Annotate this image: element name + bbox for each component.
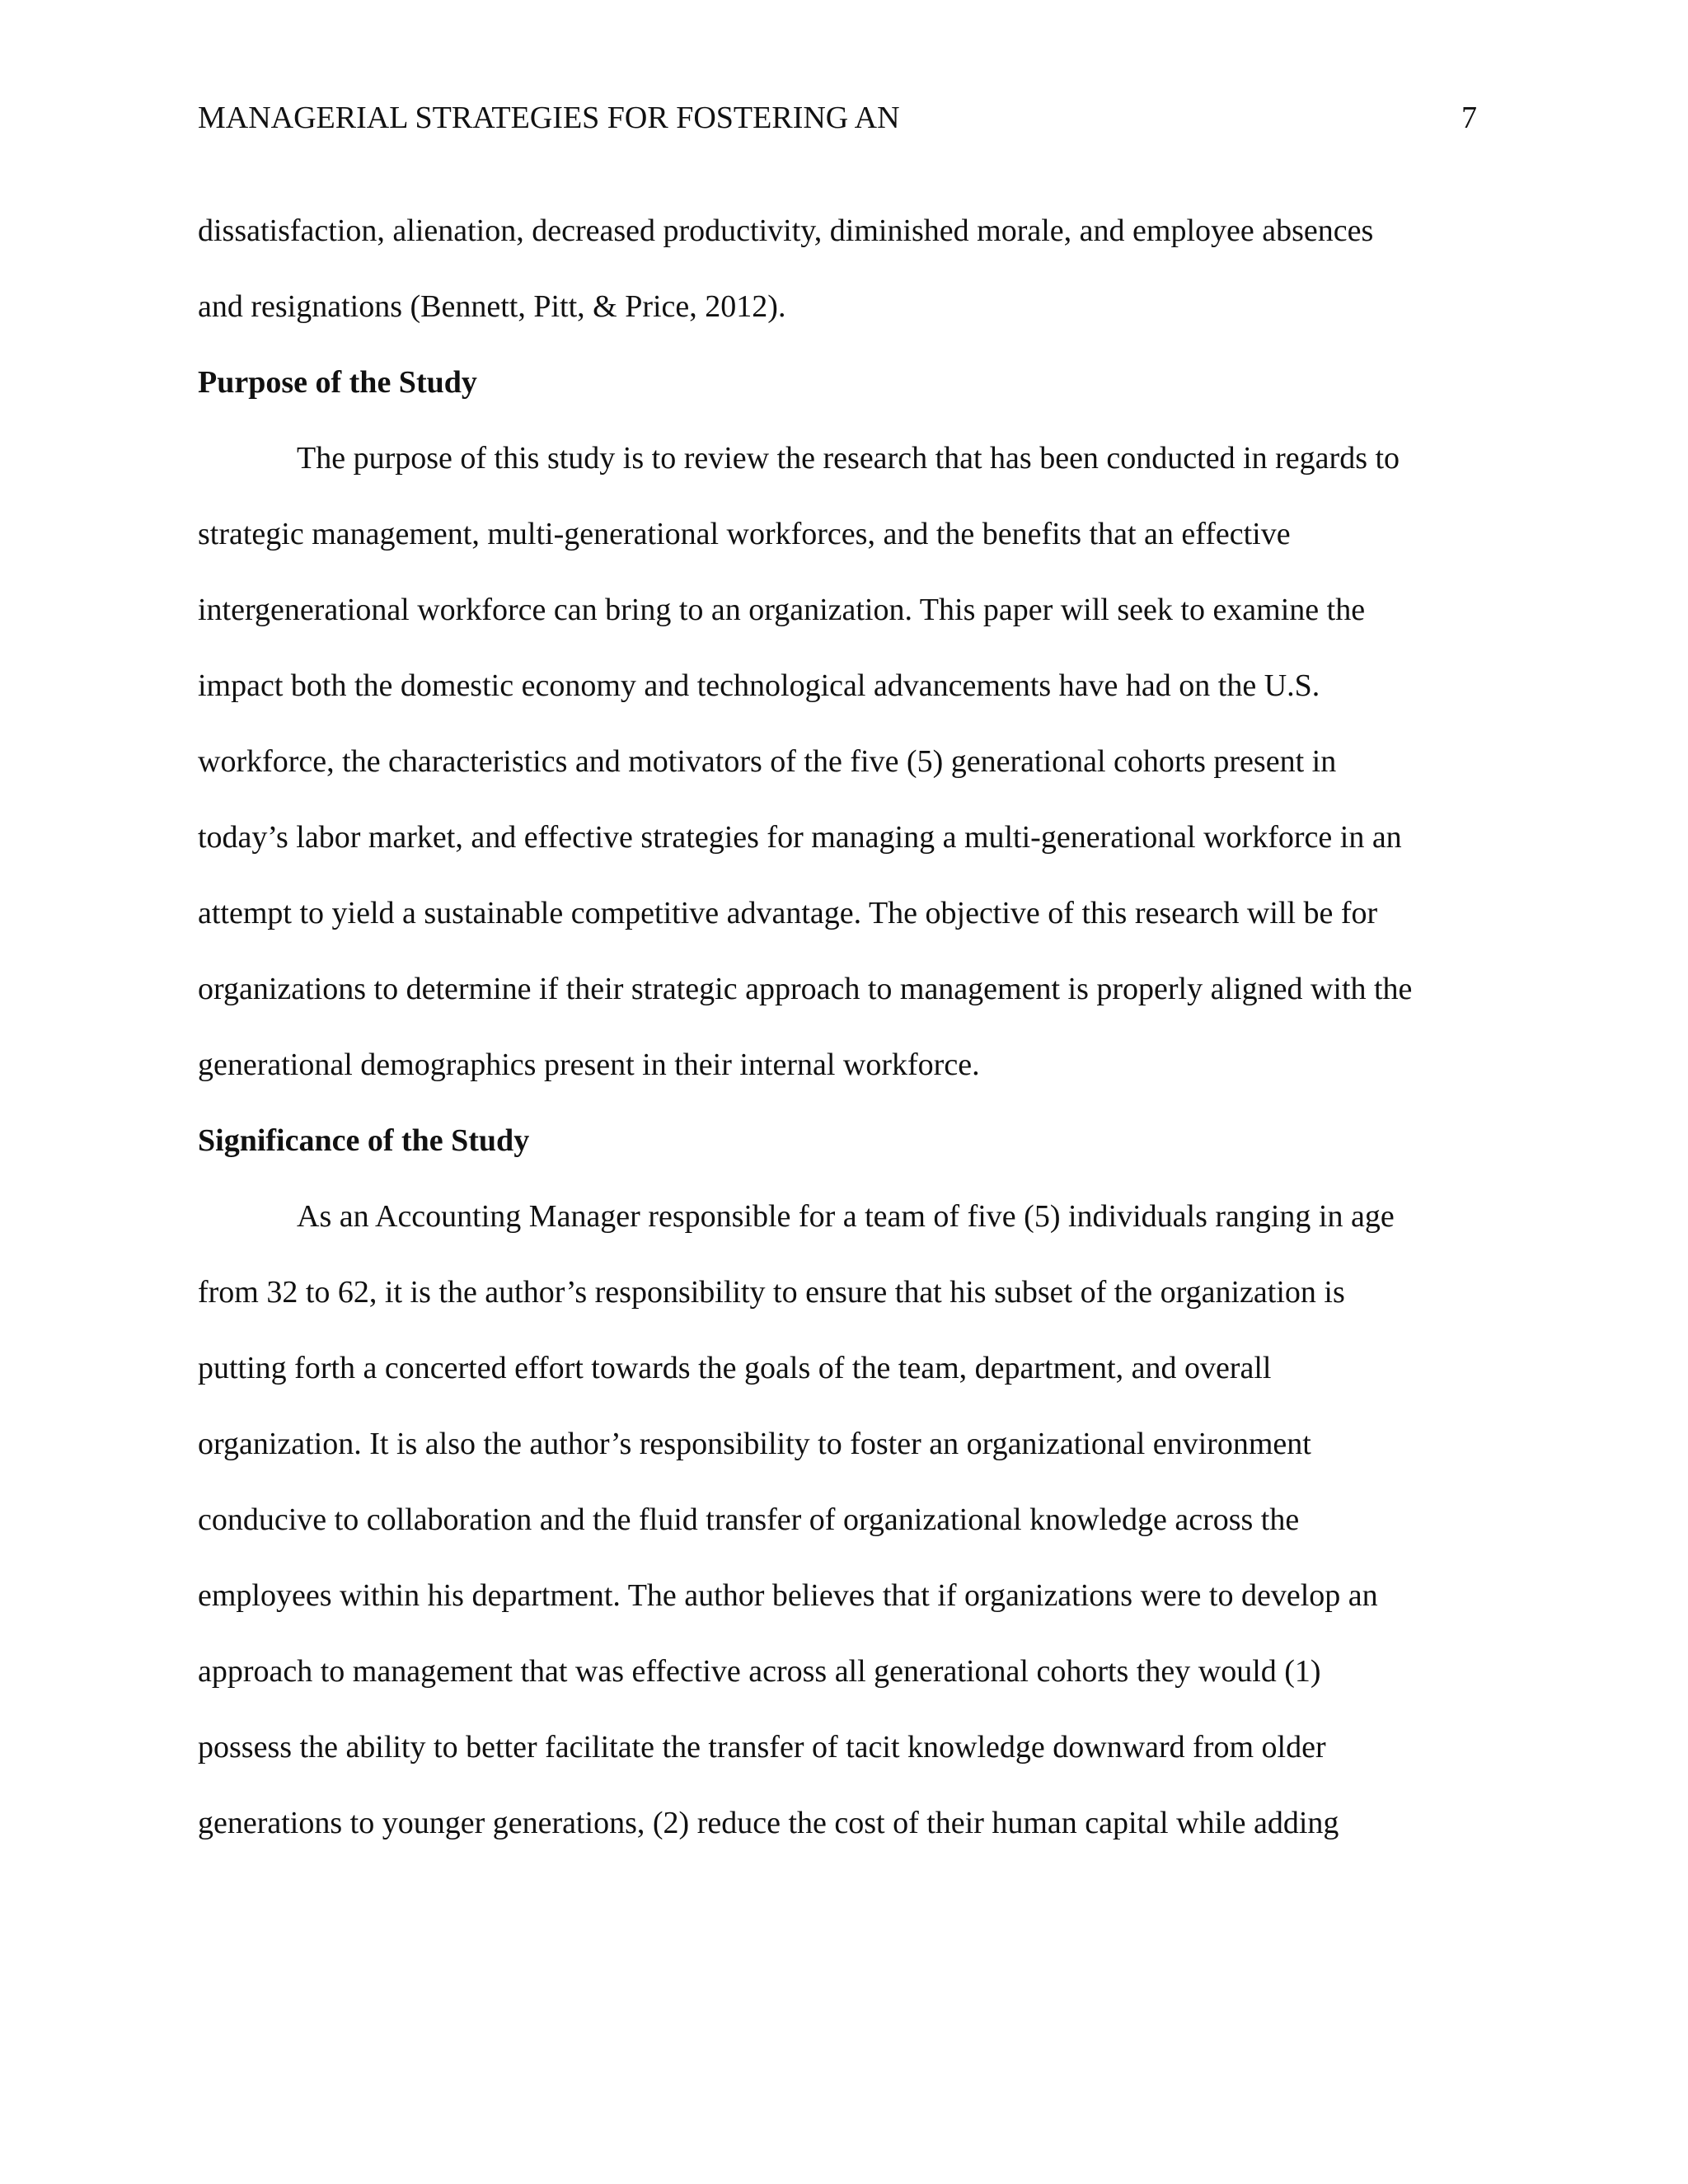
paragraph-line: and resignations (Bennett, Pitt, & Price, 2012). (198, 289, 786, 324)
paragraph-line: workforce, the characteristics and motivators of the five (5) generational cohorts present in (198, 744, 1337, 779)
paragraph-line: today’s labor market, and effective strategies for managing a multi-generational workforce in an (198, 820, 1402, 855)
paragraph-line: organizations to determine if their strategic approach to management is properly aligned with the (198, 972, 1413, 1006)
running-head (198, 97, 1477, 138)
paragraph-line: dissatisfaction, alienation, decreased productivity, diminished morale, and employee absences (198, 213, 1374, 248)
section-heading-purpose: Purpose of the Study (198, 365, 477, 400)
paragraph-line: generations to younger generations, (2) reduce the cost of their human capital while adding (198, 1806, 1339, 1840)
running-head-title: MANAGERIAL STRATEGIES FOR FOSTERING AN (198, 101, 900, 135)
paragraph-line: approach to management that was effective across all generational cohorts they would (1) (198, 1654, 1321, 1689)
paragraph-line: impact both the domestic economy and technological advancements have had on the U.S. (198, 668, 1320, 703)
paragraph-line: generational demographics present in their internal workforce. (198, 1047, 980, 1082)
paragraph-line: intergenerational workforce can bring to an organization. This paper will seek to examine the (198, 593, 1366, 627)
paragraph-line: organization. It is also the author’s responsibility to foster an organizational environment (198, 1427, 1311, 1461)
body-text (198, 193, 1493, 1861)
paragraph-line: possess the ability to better facilitate the transfer of tacit knowledge downward from older (198, 1730, 1326, 1765)
paragraph-line: The purpose of this study is to review the research that has been conducted in regards to (297, 441, 1400, 476)
section-heading-significance: Significance of the Study (198, 1123, 530, 1158)
paragraph-line: As an Accounting Manager responsible for a team of five (5) individuals ranging in age (297, 1199, 1395, 1234)
paragraph-line: conducive to collaboration and the fluid transfer of organizational knowledge across the (198, 1502, 1300, 1537)
page-number: 7 (1461, 101, 1477, 135)
paragraph-line: strategic management, multi-generational workforces, and the benefits that an effective (198, 517, 1291, 551)
paragraph-line: attempt to yield a sustainable competitive advantage. The objective of this research will be for (198, 896, 1378, 930)
paragraph-line: from 32 to 62, it is the author’s responsibility to ensure that his subset of the organization is (198, 1275, 1345, 1310)
paragraph-line: employees within his department. The author believes that if organizations were to develop an (198, 1578, 1378, 1613)
paragraph-line: putting forth a concerted effort towards the goals of the team, department, and overall (198, 1351, 1272, 1385)
